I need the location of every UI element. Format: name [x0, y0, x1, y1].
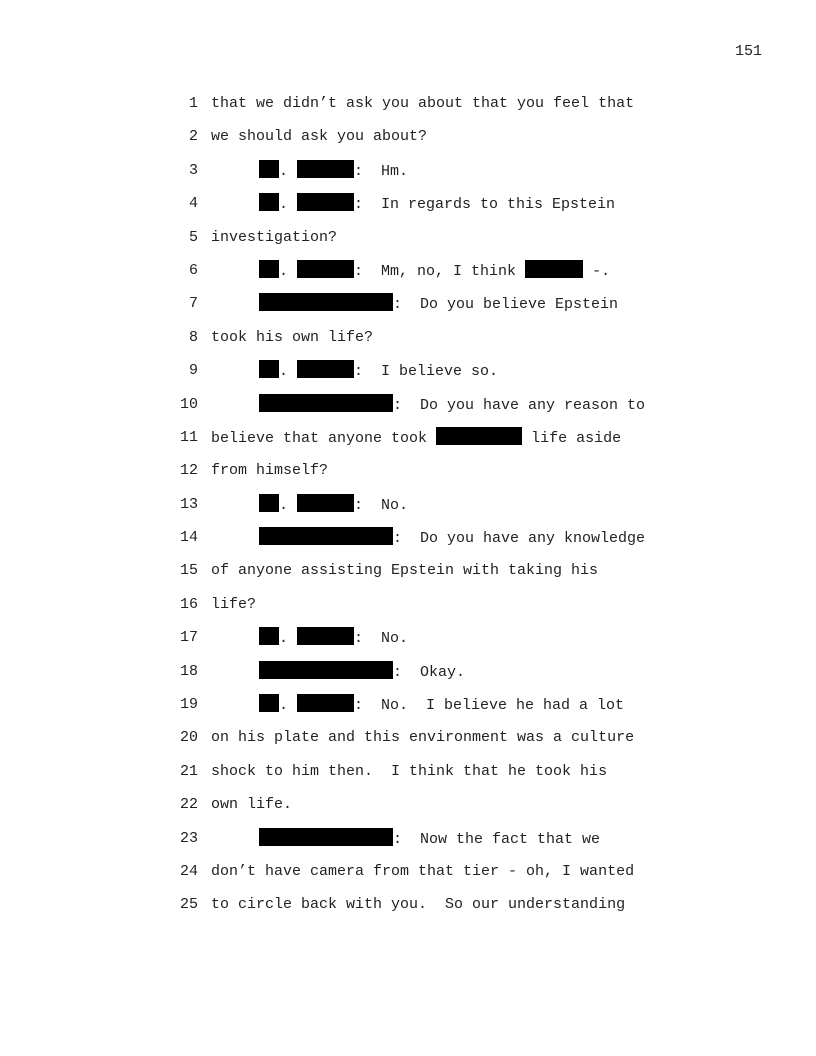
transcript-line	[0, 126, 816, 159]
transcript-body	[0, 93, 816, 928]
line-number: 23	[179, 829, 198, 847]
redaction-box	[259, 828, 393, 846]
redaction-box	[525, 260, 583, 278]
line-number: 12	[179, 462, 198, 480]
redaction-box	[297, 160, 354, 178]
line-text-segment: life aside	[531, 429, 622, 447]
line-number: 18	[179, 662, 198, 680]
line-text-segment: shock to him then. I think that he took his	[211, 762, 608, 780]
redaction-box	[259, 627, 279, 645]
transcript-line	[0, 227, 816, 260]
line-text-segment: on his plate and this environment was a culture	[211, 729, 635, 747]
redaction-box	[297, 494, 354, 512]
transcript-line	[0, 828, 816, 861]
line-text	[211, 460, 328, 482]
speaker-line-text	[259, 293, 618, 316]
transcript-line	[0, 627, 816, 660]
transcript-line	[0, 694, 816, 727]
transcript-line	[0, 293, 816, 326]
line-number: 5	[188, 228, 198, 246]
line-text	[211, 93, 634, 115]
line-number: 6	[188, 261, 198, 279]
transcript-line	[0, 93, 816, 126]
redaction-box	[297, 193, 354, 211]
line-number: 22	[179, 796, 198, 814]
redaction-box	[259, 694, 279, 712]
speaker-line-text: . : No. I believe he had a lot	[259, 694, 624, 717]
line-number: 8	[188, 328, 198, 346]
redaction-box	[436, 427, 522, 445]
line-number: 14	[179, 529, 198, 547]
transcript-line	[0, 794, 816, 827]
line-number: 16	[179, 595, 198, 613]
line-text-segment: : Do you believe Epstein	[393, 296, 619, 314]
line-text-segment: to circle back with you. So our understanding	[211, 896, 626, 914]
speaker-line-text	[259, 661, 465, 684]
transcript-line	[0, 594, 816, 627]
line-number: 11	[179, 428, 198, 446]
line-text-segment: : Do you have any reason to	[393, 396, 646, 414]
speaker-line-text: . : In regards to this Epstein	[259, 193, 615, 216]
line-text-segment: of anyone assisting Epstein with taking his	[211, 562, 599, 580]
line-number: 9	[188, 362, 198, 380]
transcript-line	[0, 761, 816, 794]
line-number: 2	[188, 128, 198, 146]
line-number: 10	[179, 395, 198, 413]
line-text	[211, 727, 634, 749]
line-text-segment: : Mm, no, I think	[354, 262, 517, 280]
speaker-line-text: . : Hm.	[259, 160, 408, 183]
line-number: 7	[188, 295, 198, 313]
line-text-segment: : No.	[354, 630, 409, 648]
page-number: 151	[734, 43, 762, 60]
line-text-segment: : Now the fact that we	[393, 830, 601, 848]
line-number: 1	[188, 95, 198, 112]
transcript-line	[0, 460, 816, 493]
redaction-box	[259, 360, 279, 378]
line-number: 15	[179, 562, 198, 580]
line-text	[211, 227, 337, 249]
redaction-box	[259, 160, 279, 178]
redaction-box	[259, 394, 393, 412]
redaction-box	[259, 527, 393, 545]
line-text-segment: we should ask you about?	[211, 128, 428, 146]
line-text-segment: investigation?	[211, 228, 338, 246]
redaction-box	[259, 293, 393, 311]
redaction-box	[297, 627, 354, 645]
redaction-box	[259, 661, 393, 679]
line-text	[211, 861, 634, 883]
line-text-segment: life?	[211, 595, 257, 613]
transcript-line	[0, 861, 816, 894]
line-text-segment: : No. I believe he had a lot	[354, 697, 625, 715]
line-text-segment: -.	[583, 262, 611, 280]
redaction-box	[297, 260, 354, 278]
transcript-line	[0, 727, 816, 760]
speaker-line-text: . : Mm, no, I think -.	[259, 260, 610, 283]
line-text	[211, 794, 292, 816]
line-text	[211, 894, 625, 916]
redaction-box	[297, 360, 354, 378]
line-number: 13	[179, 495, 198, 513]
transcript-line	[0, 894, 816, 927]
line-text	[211, 126, 427, 148]
redaction-box	[297, 694, 354, 712]
line-text-segment: : Okay.	[393, 663, 466, 681]
line-text-segment: : No.	[354, 496, 409, 514]
line-number: 17	[179, 629, 198, 647]
transcript-line	[0, 661, 816, 694]
line-text	[211, 761, 607, 783]
redaction-box	[259, 193, 279, 211]
line-number: 20	[179, 729, 198, 747]
transcript-line	[0, 527, 816, 560]
speaker-line-text: . : No.	[259, 494, 408, 517]
line-number: 19	[179, 696, 198, 714]
line-number: 21	[179, 762, 198, 780]
speaker-line-text	[259, 527, 645, 550]
line-text	[211, 560, 598, 582]
speaker-line-text: . : No.	[259, 627, 408, 650]
line-text-segment: that we didn’t ask you about that you feel that	[211, 95, 635, 112]
speaker-line-text	[259, 828, 600, 851]
line-text-segment: from himself?	[211, 462, 329, 480]
line-text-segment: don’t have camera from that tier - oh, I wanted	[211, 862, 635, 880]
transcript-line	[0, 494, 816, 527]
line-number: 4	[188, 195, 198, 213]
transcript-line	[0, 193, 816, 226]
transcript-line	[0, 360, 816, 393]
transcript-line	[0, 160, 816, 193]
line-text-segment: : I believe so.	[354, 363, 499, 381]
line-text	[211, 327, 373, 349]
transcript-line	[0, 427, 816, 460]
transcript-line	[0, 327, 816, 360]
redaction-box	[259, 494, 279, 512]
line-number: 25	[179, 896, 198, 914]
line-text	[211, 427, 621, 450]
line-text-segment: : Do you have any knowledge	[393, 530, 646, 548]
line-text-segment: : Hm.	[354, 162, 409, 180]
line-text	[211, 594, 256, 616]
speaker-line-text: . : I believe so.	[259, 360, 498, 383]
line-number: 24	[179, 862, 198, 880]
line-text-segment: believe that anyone took	[211, 429, 428, 447]
speaker-line-text	[259, 394, 645, 417]
line-text-segment: own life.	[211, 796, 293, 814]
line-text-segment: took his own life?	[211, 328, 374, 346]
transcript-line	[0, 560, 816, 593]
line-text-segment: : In regards to this Epstein	[354, 196, 616, 214]
line-number: 3	[188, 161, 198, 179]
transcript-line	[0, 394, 816, 427]
transcript-line	[0, 260, 816, 293]
redaction-box	[259, 260, 279, 278]
